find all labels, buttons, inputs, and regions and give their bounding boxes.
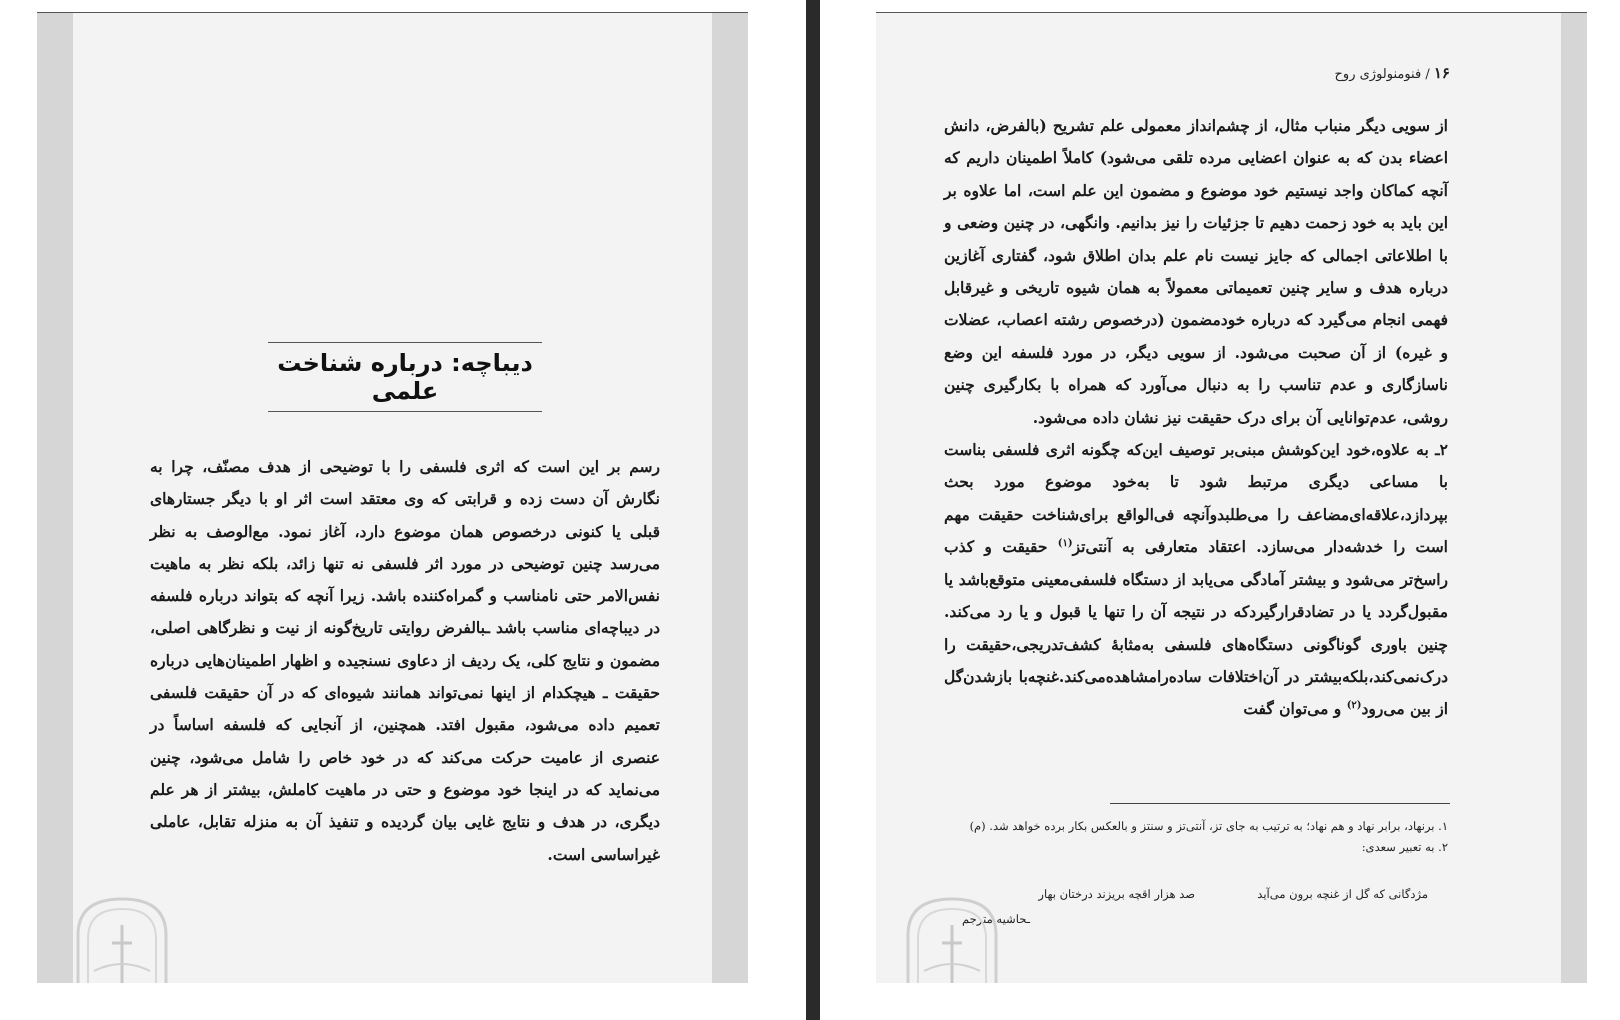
seal-watermark-icon [904, 895, 1000, 983]
footnote-marker-2: (۲) [1346, 700, 1362, 712]
right-paragraph-1: از سویی دیگر منباب مثال، از چشم‌انداز معمولی علم تشریح (بالفرض، دانش اعضاء بدن که به عنوان اعضایی مرده تلقی می‌شود) کاملاً اطمینان داریم که آنچه کماکان واجد نیستیم خود موضوع و مضمون این علم است، اما علاوه بر این باید به خود زحمت دهیم تا جزئیات را نیز بدانیم. وانگهی، در چنین وضعی و با اطلاعاتی اجمالی که جایز نیست نام علم بدان اطلاق شود، گفتاری آغازین درباره هدف و سایر چنین تعمیماتی معمولاً به همان شیوه تاریخی و غیرقابل فهمی انجام می‌گیرد که درباره خودمضمون (درخصوص رشته اعصاب، عضلات و غیره) از آن صحبت می‌شود. از سویی دیگر، در مورد فلسفه این وضع ناسازگاری و عدم تناسب را به دنبال می‌آورد که همراه با بکارگیری چنین روشی، عدم‌توانایی آن برای درک حقیقت نیز نشان داده می‌شود. [944, 116, 1448, 427]
right-body-text [944, 110, 1448, 726]
footnote-marker-1: (۱) [1057, 538, 1073, 550]
header-separator: / [1425, 67, 1430, 82]
verse-left: صد هزار اقچه بریزند درختان بهار [1038, 887, 1195, 901]
footnote-2: ۲. به تعبیر سعدی: [1361, 840, 1448, 854]
seal-watermark-icon [74, 895, 170, 983]
footnote-1: ۱. برنهاد، برابر نهاد و هم نهاد؛ به ترتیب به جای تز، آنتی‌تز و سنتز و بالعکس بکار برده خواهد شد. (م) [969, 819, 1448, 833]
left-body-text [150, 451, 660, 871]
left-paragraph: رسم بر این است که اثری فلسفی را با توضیحی از هدف مصنّف، چرا به نگارش آن دست زده و قرابتی که وی معتقد است اثر او با دیگر جستارهای قبلی یا کنونی درخصوص همان موضوع دارد، آغاز نمود. مع‌الوصف به نظر می‌رسد چنین توضیحی در مورد اثر فلسفی نه تنها زائد، بلکه نظر به ماهیت نفس‌الامر حتی نامناسب و گمراه‌کننده باشد. زیرا آنچه که بتواند درباره فلسفه در دیباچه‌ای مناسب باشد ـبالفرض روایتی تاریخ‌گونه از نیت و نظرگاهی اصلی، مضمون و نتایج کلی، یک ردیف از دعاوی نسنجیده و اظهار اطمینان‌هایی درباره حقیقت ـ هیچکدام از اینها نمی‌تواند همانند شیوه‌ای که در آن حقیقت فلسفی تعمیم داده می‌شود، مقبول افتد. همچنین، از آنجایی که فلسفه اساساً در عنصری از عامیت حرکت می‌کند که در خود خاص را شامل می‌شود، چنین می‌نماید که در اینجا خود موضوع و حتی در ماهیت کاملش، بیشتر از هر علم دیگری، در هدف و نتایج غایی بیان گردیده و تنفیذ آن به منزله تقابل، عاملی غیراساسی است. [150, 457, 660, 864]
verse-attribution: ـحاشیه مترجم [962, 912, 1030, 926]
title-rule-top [268, 342, 542, 343]
running-header [1250, 64, 1450, 82]
footnote-rule [1110, 803, 1450, 804]
chapter-title: دیباچه: درباره شناخت علمی [277, 349, 533, 405]
right-paragraph-2-end: و می‌توان گفت [1243, 699, 1347, 719]
verse-right: مژدگانی که گل از غنچه برون می‌آید [1257, 887, 1428, 901]
page-number: ۱۶ [1433, 64, 1450, 82]
right-paragraph-2 [944, 434, 1448, 726]
book-title: فنومنولوژی روح [1334, 67, 1422, 82]
right-paragraph-2-middle: حقیقت و کذب راسخ‌تر می‌شود و بیشتر آمادگی می‌یابد از دستگاه فلسفی‌معینی متوقع‌باشد یا مقبول‌گردد یا در تضادقرارگیردکه در نتیجه آن را تنها یا قبول و یا رد می‌کند. چنین باوری گوناگونی دستگاه‌های فلسفی به‌مثابهٔ کشف‌تدریجی،حقیقت را درک‌نمی‌کند،بلکه‌بیشتر در آن‌اختلافات ساده‌رامشاهده‌می‌کند.غنچه‌با بازشدن‌گل از بین می‌رود [944, 537, 1448, 719]
chapter-title-block [268, 342, 542, 412]
title-rule-bottom [268, 411, 542, 412]
page-gutter [806, 0, 820, 1020]
footnotes [942, 816, 1448, 858]
right-paragraph-2-start: ۲ـ به علاوه،خود این‌کوشش مبنی‌بر توصیف این‌که چگونه اثری فلسفی بناست با مساعی دیگری مرتبط شود تا به‌خود موضوع مورد بحث بپردازد،علاقه‌ای‌مضاعف را می‌طلبدوآنچه فی‌الواقع برای‌شناخت حقیقت مهم است را خدشه‌دار می‌سازد. اعتقاد متعارفی به آنتی‌تز [944, 440, 1448, 557]
